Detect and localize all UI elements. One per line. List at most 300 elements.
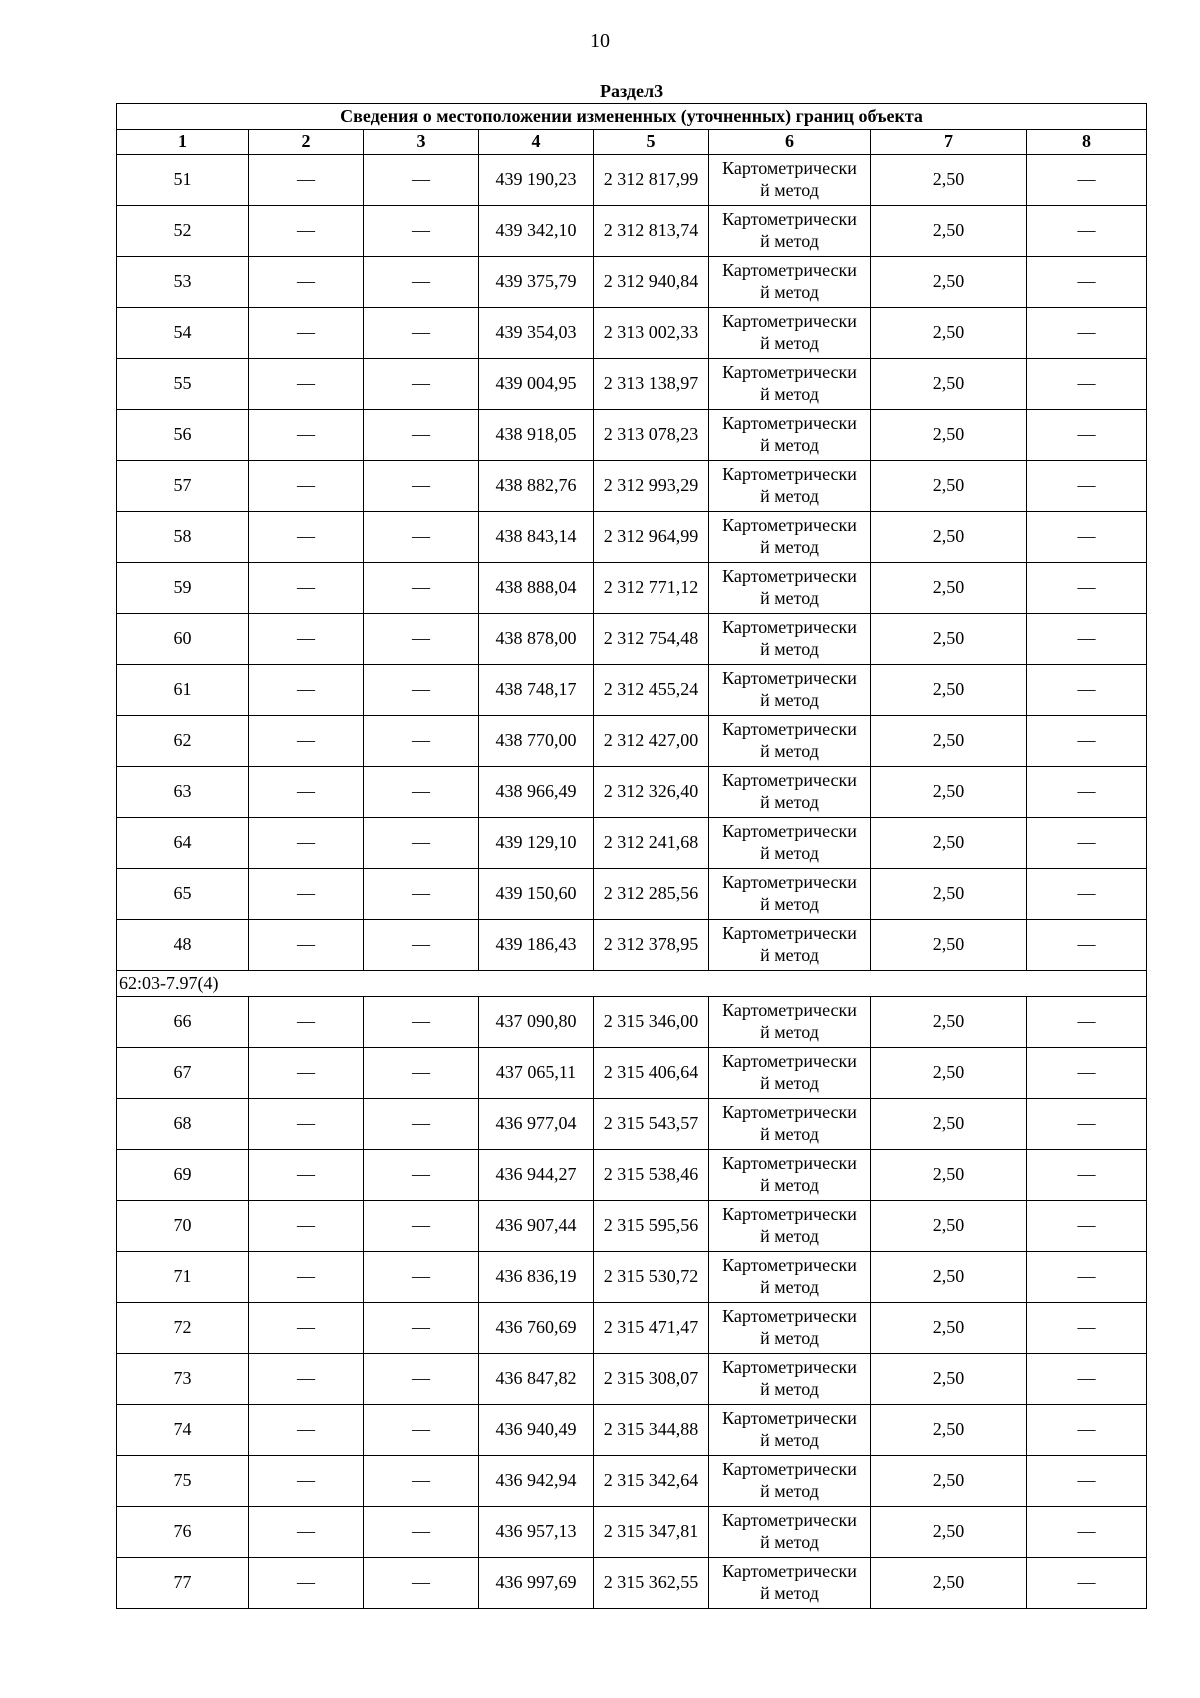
method-line: Картометрически xyxy=(722,1204,857,1225)
method-cell xyxy=(709,767,871,818)
coordinate-x: 439 004,95 xyxy=(479,359,594,410)
method-line: Картометрически xyxy=(722,1510,857,1531)
table-row xyxy=(117,818,1147,869)
point-number: 74 xyxy=(117,1405,249,1456)
method-cell xyxy=(709,1405,871,1456)
empty-dash: — xyxy=(364,1201,479,1252)
method-cell xyxy=(709,818,871,869)
column-header: 8 xyxy=(1027,130,1147,155)
coordinate-y: 2 312 241,68 xyxy=(594,818,709,869)
empty-dash: — xyxy=(249,716,364,767)
method-line: Картометрически xyxy=(722,464,857,485)
point-number: 65 xyxy=(117,869,249,920)
boundary-coordinates-table xyxy=(116,80,1147,1609)
accuracy: 2,50 xyxy=(871,997,1027,1048)
coordinate-x: 439 342,10 xyxy=(479,206,594,257)
method-cell xyxy=(709,920,871,971)
column-header: 7 xyxy=(871,130,1027,155)
empty-dash: — xyxy=(249,1354,364,1405)
point-number: 71 xyxy=(117,1252,249,1303)
table-body xyxy=(117,155,1147,1609)
method-cell xyxy=(709,206,871,257)
empty-dash: — xyxy=(364,869,479,920)
method-line: Картометрически xyxy=(722,617,857,638)
coordinate-x: 438 878,00 xyxy=(479,614,594,665)
point-number: 61 xyxy=(117,665,249,716)
point-number: 52 xyxy=(117,206,249,257)
empty-dash: — xyxy=(1027,665,1147,716)
coordinate-x: 437 065,11 xyxy=(479,1048,594,1099)
coordinate-x: 438 918,05 xyxy=(479,410,594,461)
accuracy: 2,50 xyxy=(871,869,1027,920)
coordinate-y: 2 312 285,56 xyxy=(594,869,709,920)
empty-dash: — xyxy=(364,1303,479,1354)
empty-dash: — xyxy=(249,818,364,869)
point-number: 72 xyxy=(117,1303,249,1354)
method-line: й метод xyxy=(760,1532,819,1552)
column-header: 2 xyxy=(249,130,364,155)
accuracy: 2,50 xyxy=(871,1456,1027,1507)
accuracy: 2,50 xyxy=(871,461,1027,512)
empty-dash: — xyxy=(249,1456,364,1507)
table-row xyxy=(117,512,1147,563)
coordinate-y: 2 312 771,12 xyxy=(594,563,709,614)
empty-dash: — xyxy=(1027,206,1147,257)
empty-dash: — xyxy=(1027,1201,1147,1252)
method-line: й метод xyxy=(760,1379,819,1399)
empty-dash: — xyxy=(1027,1405,1147,1456)
empty-dash: — xyxy=(1027,614,1147,665)
empty-dash: — xyxy=(249,206,364,257)
table-row xyxy=(117,1252,1147,1303)
table-row xyxy=(117,410,1147,461)
empty-dash: — xyxy=(364,716,479,767)
coordinate-y: 2 315 308,07 xyxy=(594,1354,709,1405)
coordinate-x: 436 760,69 xyxy=(479,1303,594,1354)
method-line: Картометрически xyxy=(722,1000,857,1021)
empty-dash: — xyxy=(1027,1558,1147,1609)
coordinate-y: 2 312 455,24 xyxy=(594,665,709,716)
method-cell xyxy=(709,1048,871,1099)
empty-dash: — xyxy=(1027,1456,1147,1507)
point-number: 77 xyxy=(117,1558,249,1609)
point-number: 66 xyxy=(117,997,249,1048)
table-row xyxy=(117,997,1147,1048)
table-row xyxy=(117,461,1147,512)
method-cell xyxy=(709,1201,871,1252)
accuracy: 2,50 xyxy=(871,359,1027,410)
table-row xyxy=(117,1354,1147,1405)
table-row xyxy=(117,1150,1147,1201)
point-number: 70 xyxy=(117,1201,249,1252)
method-line: й метод xyxy=(760,1583,819,1603)
method-line: й метод xyxy=(760,231,819,251)
empty-dash: — xyxy=(249,563,364,614)
method-cell xyxy=(709,1507,871,1558)
method-cell xyxy=(709,1150,871,1201)
empty-dash: — xyxy=(249,1405,364,1456)
method-line: Картометрически xyxy=(722,413,857,434)
method-line: й метод xyxy=(760,1277,819,1297)
coordinate-y: 2 312 378,95 xyxy=(594,920,709,971)
point-number: 57 xyxy=(117,461,249,512)
empty-dash: — xyxy=(364,512,479,563)
column-header: 5 xyxy=(594,130,709,155)
method-line: Картометрически xyxy=(722,311,857,332)
method-cell xyxy=(709,461,871,512)
empty-dash: — xyxy=(364,1456,479,1507)
coordinate-y: 2 312 964,99 xyxy=(594,512,709,563)
point-number: 73 xyxy=(117,1354,249,1405)
point-number: 54 xyxy=(117,308,249,359)
method-line: Картометрически xyxy=(722,668,857,689)
accuracy: 2,50 xyxy=(871,1354,1027,1405)
empty-dash: — xyxy=(1027,563,1147,614)
empty-dash: — xyxy=(249,155,364,206)
empty-dash: — xyxy=(364,1150,479,1201)
coordinate-y: 2 315 543,57 xyxy=(594,1099,709,1150)
method-line: Картометрически xyxy=(722,1561,857,1582)
method-line: й метод xyxy=(760,945,819,965)
empty-dash: — xyxy=(364,767,479,818)
empty-dash: — xyxy=(1027,512,1147,563)
method-line: й метод xyxy=(760,1124,819,1144)
empty-dash: — xyxy=(364,1405,479,1456)
method-line: й метод xyxy=(760,282,819,302)
method-cell xyxy=(709,512,871,563)
method-cell xyxy=(709,1354,871,1405)
method-line: й метод xyxy=(760,894,819,914)
method-line: й метод xyxy=(760,180,819,200)
empty-dash: — xyxy=(364,257,479,308)
method-cell xyxy=(709,410,871,461)
method-line: й метод xyxy=(760,537,819,557)
empty-dash: — xyxy=(364,461,479,512)
empty-dash: — xyxy=(364,308,479,359)
coordinate-x: 438 843,14 xyxy=(479,512,594,563)
empty-dash: — xyxy=(1027,257,1147,308)
empty-dash: — xyxy=(249,1558,364,1609)
point-number: 53 xyxy=(117,257,249,308)
empty-dash: — xyxy=(1027,359,1147,410)
table-row xyxy=(117,1099,1147,1150)
table-row xyxy=(117,767,1147,818)
group-label-row xyxy=(117,971,1147,997)
empty-dash: — xyxy=(1027,716,1147,767)
empty-dash: — xyxy=(1027,1507,1147,1558)
method-line: й метод xyxy=(760,639,819,659)
method-cell xyxy=(709,716,871,767)
method-line: й метод xyxy=(760,333,819,353)
method-line: й метод xyxy=(760,435,819,455)
coordinate-y: 2 313 002,33 xyxy=(594,308,709,359)
method-line: Картометрически xyxy=(722,1153,857,1174)
point-number: 75 xyxy=(117,1456,249,1507)
accuracy: 2,50 xyxy=(871,1303,1027,1354)
method-cell xyxy=(709,155,871,206)
coordinate-y: 2 312 754,48 xyxy=(594,614,709,665)
coordinate-x: 438 888,04 xyxy=(479,563,594,614)
accuracy: 2,50 xyxy=(871,1099,1027,1150)
method-line: й метод xyxy=(760,792,819,812)
coordinate-x: 436 940,49 xyxy=(479,1405,594,1456)
accuracy: 2,50 xyxy=(871,1507,1027,1558)
coordinate-x: 439 129,10 xyxy=(479,818,594,869)
accuracy: 2,50 xyxy=(871,1405,1027,1456)
coordinate-x: 437 090,80 xyxy=(479,997,594,1048)
coordinate-x: 436 847,82 xyxy=(479,1354,594,1405)
empty-dash: — xyxy=(249,1201,364,1252)
empty-dash: — xyxy=(1027,155,1147,206)
coordinate-y: 2 312 813,74 xyxy=(594,206,709,257)
method-line: й метод xyxy=(760,1328,819,1348)
coordinate-y: 2 313 138,97 xyxy=(594,359,709,410)
coordinate-y: 2 315 406,64 xyxy=(594,1048,709,1099)
coordinate-y: 2 315 362,55 xyxy=(594,1558,709,1609)
accuracy: 2,50 xyxy=(871,1048,1027,1099)
empty-dash: — xyxy=(249,308,364,359)
empty-dash: — xyxy=(364,155,479,206)
method-line: Картометрически xyxy=(722,566,857,587)
table-row xyxy=(117,1048,1147,1099)
accuracy: 2,50 xyxy=(871,614,1027,665)
point-number: 67 xyxy=(117,1048,249,1099)
empty-dash: — xyxy=(364,1099,479,1150)
group-label: 62:03-7.97(4) xyxy=(117,971,1147,997)
point-number: 68 xyxy=(117,1099,249,1150)
method-line: Картометрически xyxy=(722,719,857,740)
empty-dash: — xyxy=(1027,308,1147,359)
accuracy: 2,50 xyxy=(871,155,1027,206)
method-cell xyxy=(709,257,871,308)
coordinate-y: 2 312 427,00 xyxy=(594,716,709,767)
empty-dash: — xyxy=(1027,997,1147,1048)
point-number: 76 xyxy=(117,1507,249,1558)
accuracy: 2,50 xyxy=(871,1252,1027,1303)
table-row xyxy=(117,1303,1147,1354)
coordinate-y: 2 315 342,64 xyxy=(594,1456,709,1507)
empty-dash: — xyxy=(364,563,479,614)
column-header: 3 xyxy=(364,130,479,155)
point-number: 59 xyxy=(117,563,249,614)
method-line: Картометрически xyxy=(722,209,857,230)
coordinate-y: 2 315 595,56 xyxy=(594,1201,709,1252)
method-line: й метод xyxy=(760,1481,819,1501)
empty-dash: — xyxy=(249,665,364,716)
method-line: Картометрически xyxy=(722,515,857,536)
point-number: 64 xyxy=(117,818,249,869)
method-line: й метод xyxy=(760,588,819,608)
method-cell xyxy=(709,308,871,359)
empty-dash: — xyxy=(364,997,479,1048)
method-line: Картометрически xyxy=(722,872,857,893)
coordinate-y: 2 312 993,29 xyxy=(594,461,709,512)
coordinate-x: 436 942,94 xyxy=(479,1456,594,1507)
method-line: Картометрически xyxy=(722,158,857,179)
coordinate-x: 438 882,76 xyxy=(479,461,594,512)
empty-dash: — xyxy=(364,359,479,410)
empty-dash: — xyxy=(249,997,364,1048)
accuracy: 2,50 xyxy=(871,308,1027,359)
method-cell xyxy=(709,359,871,410)
method-line: Картометрически xyxy=(722,923,857,944)
accuracy: 2,50 xyxy=(871,716,1027,767)
method-cell xyxy=(709,1558,871,1609)
point-number: 69 xyxy=(117,1150,249,1201)
empty-dash: — xyxy=(1027,461,1147,512)
method-cell xyxy=(709,1252,871,1303)
empty-dash: — xyxy=(249,410,364,461)
empty-dash: — xyxy=(364,1354,479,1405)
method-line: Картометрически xyxy=(722,1459,857,1480)
table-row xyxy=(117,1507,1147,1558)
empty-dash: — xyxy=(249,920,364,971)
section-heading: Раздел3 xyxy=(600,80,664,101)
method-line: Картометрически xyxy=(722,260,857,281)
accuracy: 2,50 xyxy=(871,206,1027,257)
method-line: й метод xyxy=(760,1175,819,1195)
point-number: 58 xyxy=(117,512,249,563)
empty-dash: — xyxy=(364,920,479,971)
column-number-row xyxy=(117,130,1147,155)
table-row xyxy=(117,155,1147,206)
table-row xyxy=(117,257,1147,308)
method-line: Картометрически xyxy=(722,1357,857,1378)
empty-dash: — xyxy=(364,1048,479,1099)
coordinate-x: 436 944,27 xyxy=(479,1150,594,1201)
method-line: й метод xyxy=(760,384,819,404)
empty-dash: — xyxy=(1027,1252,1147,1303)
empty-dash: — xyxy=(364,206,479,257)
empty-dash: — xyxy=(249,869,364,920)
coordinate-x: 436 977,04 xyxy=(479,1099,594,1150)
empty-dash: — xyxy=(1027,1354,1147,1405)
empty-dash: — xyxy=(249,1099,364,1150)
column-header: 4 xyxy=(479,130,594,155)
method-line: й метод xyxy=(760,741,819,761)
method-line: й метод xyxy=(760,1073,819,1093)
empty-dash: — xyxy=(364,1507,479,1558)
method-line: й метод xyxy=(760,1022,819,1042)
accuracy: 2,50 xyxy=(871,1558,1027,1609)
method-cell xyxy=(709,665,871,716)
accuracy: 2,50 xyxy=(871,665,1027,716)
method-line: Картометрически xyxy=(722,362,857,383)
empty-dash: — xyxy=(1027,1150,1147,1201)
method-line: й метод xyxy=(760,843,819,863)
empty-dash: — xyxy=(364,818,479,869)
empty-dash: — xyxy=(249,767,364,818)
accuracy: 2,50 xyxy=(871,512,1027,563)
coordinate-x: 439 186,43 xyxy=(479,920,594,971)
empty-dash: — xyxy=(364,410,479,461)
empty-dash: — xyxy=(249,257,364,308)
empty-dash: — xyxy=(249,359,364,410)
method-line: Картометрически xyxy=(722,770,857,791)
empty-dash: — xyxy=(249,614,364,665)
coordinate-x: 436 997,69 xyxy=(479,1558,594,1609)
method-line: й метод xyxy=(760,1226,819,1246)
point-number: 55 xyxy=(117,359,249,410)
accuracy: 2,50 xyxy=(871,1201,1027,1252)
table-row xyxy=(117,1456,1147,1507)
coordinate-y: 2 315 346,00 xyxy=(594,997,709,1048)
column-header: 1 xyxy=(117,130,249,155)
coordinate-y: 2 312 326,40 xyxy=(594,767,709,818)
coordinate-y: 2 315 347,81 xyxy=(594,1507,709,1558)
coordinate-y: 2 315 538,46 xyxy=(594,1150,709,1201)
empty-dash: — xyxy=(249,1252,364,1303)
coordinate-y: 2 312 940,84 xyxy=(594,257,709,308)
table-row xyxy=(117,920,1147,971)
coordinate-x: 439 354,03 xyxy=(479,308,594,359)
coordinate-y: 2 313 078,23 xyxy=(594,410,709,461)
point-number: 63 xyxy=(117,767,249,818)
coordinate-x: 438 748,17 xyxy=(479,665,594,716)
coordinate-x: 438 966,49 xyxy=(479,767,594,818)
method-cell xyxy=(709,563,871,614)
empty-dash: — xyxy=(1027,818,1147,869)
table-row xyxy=(117,869,1147,920)
coordinate-x: 439 150,60 xyxy=(479,869,594,920)
coordinate-x: 436 907,44 xyxy=(479,1201,594,1252)
point-number: 60 xyxy=(117,614,249,665)
empty-dash: — xyxy=(1027,1099,1147,1150)
empty-dash: — xyxy=(249,461,364,512)
table-row xyxy=(117,614,1147,665)
empty-dash: — xyxy=(249,1507,364,1558)
method-line: й метод xyxy=(760,486,819,506)
table-row xyxy=(117,308,1147,359)
table-row xyxy=(117,716,1147,767)
point-number: 62 xyxy=(117,716,249,767)
table-row xyxy=(117,359,1147,410)
accuracy: 2,50 xyxy=(871,1150,1027,1201)
table-row xyxy=(117,1558,1147,1609)
accuracy: 2,50 xyxy=(871,257,1027,308)
empty-dash: — xyxy=(249,1048,364,1099)
method-line: Картометрически xyxy=(722,1102,857,1123)
coordinate-y: 2 312 817,99 xyxy=(594,155,709,206)
method-line: Картометрически xyxy=(722,1051,857,1072)
empty-dash: — xyxy=(1027,767,1147,818)
empty-dash: — xyxy=(364,1558,479,1609)
point-number: 48 xyxy=(117,920,249,971)
accuracy: 2,50 xyxy=(871,920,1027,971)
page-number: 10 xyxy=(590,30,610,52)
empty-dash: — xyxy=(1027,920,1147,971)
table-row xyxy=(117,665,1147,716)
table-row xyxy=(117,206,1147,257)
coordinate-x: 436 957,13 xyxy=(479,1507,594,1558)
method-line: Картометрически xyxy=(722,821,857,842)
empty-dash: — xyxy=(1027,410,1147,461)
method-cell xyxy=(709,1456,871,1507)
empty-dash: — xyxy=(1027,1048,1147,1099)
table-title: Сведения о местоположении измененных (уточненных) границ объекта xyxy=(117,104,1147,130)
coordinate-x: 439 375,79 xyxy=(479,257,594,308)
method-cell xyxy=(709,869,871,920)
method-line: й метод xyxy=(760,690,819,710)
method-line: й метод xyxy=(760,1430,819,1450)
coordinate-y: 2 315 344,88 xyxy=(594,1405,709,1456)
coordinate-x: 438 770,00 xyxy=(479,716,594,767)
table-row xyxy=(117,1201,1147,1252)
accuracy: 2,50 xyxy=(871,410,1027,461)
point-number: 56 xyxy=(117,410,249,461)
empty-dash: — xyxy=(1027,869,1147,920)
coordinate-x: 439 190,23 xyxy=(479,155,594,206)
